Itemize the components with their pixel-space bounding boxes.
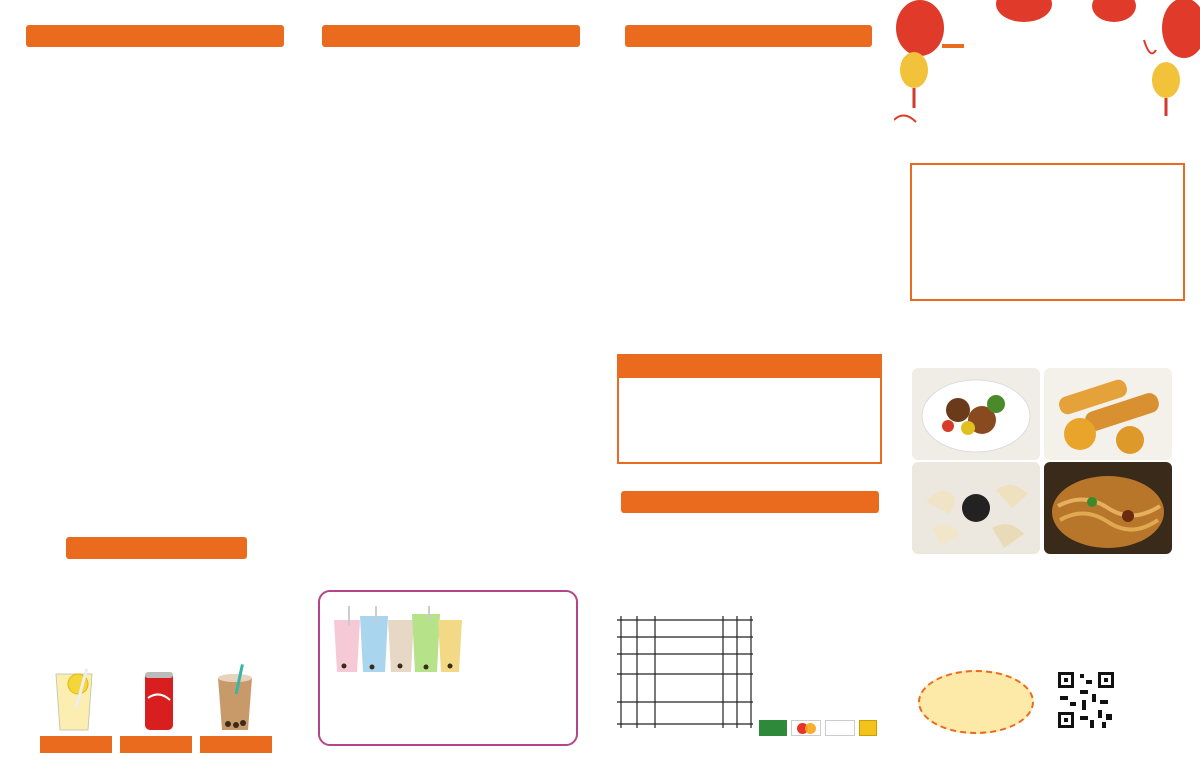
opening-hours <box>759 606 881 608</box>
family-dinner-column <box>320 0 582 776</box>
food-photo-spring-rolls <box>1044 368 1172 460</box>
additional-fee-box <box>617 354 882 464</box>
brand-column <box>894 0 1200 776</box>
food-photo-noodles <box>1044 462 1172 554</box>
bubble-tea-box <box>318 590 578 746</box>
scan-to-order-badge[interactable] <box>918 670 1034 734</box>
special-offer-box <box>910 163 1185 301</box>
mastercard-icon <box>791 720 821 736</box>
location-map <box>617 616 753 728</box>
family-dinner-banner <box>322 25 580 47</box>
additional-fee-title <box>619 356 880 378</box>
visa-badge <box>825 720 855 736</box>
fee-right <box>757 381 872 384</box>
lemonade-image <box>50 668 98 734</box>
bubble-tea-label <box>200 736 272 753</box>
qr-code[interactable] <box>1056 670 1116 730</box>
payment-methods <box>759 720 877 736</box>
coke-image <box>139 668 179 734</box>
fee-left <box>627 381 757 384</box>
coke-label <box>120 736 192 753</box>
drink-banner <box>66 537 247 559</box>
food-photo-dumplings <box>912 462 1040 554</box>
lemonade-label <box>40 736 112 753</box>
brand-chinese-seal <box>942 44 964 48</box>
bubble-tea-cups <box>330 606 465 676</box>
value-dinner-banner <box>26 25 284 47</box>
lantern-decoration <box>894 0 1200 150</box>
sauce-banner <box>621 491 879 513</box>
food-photo-stirfry <box>912 368 1040 460</box>
combo-column <box>617 0 882 776</box>
combo-banner <box>625 25 872 47</box>
interac-icon <box>859 720 877 736</box>
value-dinner-column <box>24 0 286 776</box>
additional-fee-items <box>619 378 880 384</box>
cash-badge <box>759 720 787 736</box>
bubble-tea-image <box>212 664 258 734</box>
